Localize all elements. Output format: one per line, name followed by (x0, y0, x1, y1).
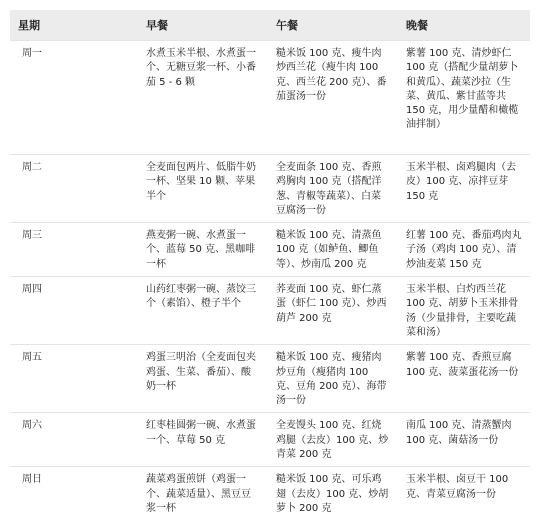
day-cell: 周一 (22, 48, 42, 59)
breakfast-cell: 山药红枣粥一碗、蒸饺三个（素馅）、橙子半个 (146, 284, 256, 310)
lunch-cell: 糙米饭 100 克、清蒸鱼 100 克（如鲈鱼、鲫鱼等）、炒南瓜 200 克 (276, 230, 382, 270)
header-day: 星期 (18, 19, 40, 32)
day-cell: 周四 (22, 284, 42, 296)
lunch-cell: 糙米饭 100 克、可乐鸡翅（去皮）100 克、炒胡萝卜 200 克 (276, 474, 389, 514)
day-cell: 周日 (22, 474, 42, 486)
day-cell: 周二 (22, 162, 42, 173)
dinner-cell: 玉米半根、白灼西兰花 100 克、胡萝卜玉米排骨汤（少量排骨，主要吃蔬菜和汤） (406, 284, 519, 338)
table-row (10, 41, 530, 155)
breakfast-cell: 蔬菜鸡蛋煎饼（鸡蛋一个、蔬菜适量）、黑豆豆浆一杯 (146, 474, 251, 514)
lunch-cell: 糙米饭 100 克、瘦牛肉炒西兰花（瘦牛肉 100 克、西兰花 200 克）、番茄蛋汤一份 (276, 48, 387, 102)
breakfast-cell: 燕麦粥一碗、水煮蛋一个、蓝莓 50 克、黑咖啡一杯 (146, 230, 256, 270)
table-row (10, 277, 530, 345)
header-dinner: 晚餐 (406, 19, 428, 32)
breakfast-cell: 鸡蛋三明治（全麦面包夹鸡蛋、生菜、番茄）、酸奶一杯 (146, 352, 256, 392)
meal-plan-table (10, 10, 530, 520)
table-row (10, 223, 530, 277)
breakfast-cell: 红枣桂圆粥一碗、水煮蛋一个、草莓 50 克 (146, 420, 256, 446)
day-cell: 周五 (22, 352, 42, 364)
table-row (10, 413, 530, 467)
breakfast-cell: 水煮玉米半根、水煮蛋一个、无糖豆浆一杯、小番茄 5 - 6 颗 (146, 48, 256, 88)
day-cell: 周六 (22, 420, 42, 432)
table-row (10, 155, 530, 223)
table-row (10, 467, 530, 520)
dinner-cell: 玉米半根、卤豆干 100 克、青菜豆腐汤一份 (406, 474, 509, 500)
lunch-cell: 全麦馒头 100 克、红烧鸡腿（去皮）100 克、炒青菜 200 克 (276, 420, 389, 461)
breakfast-cell: 全麦面包两片、低脂牛奶一杯、坚果 10 颗、苹果半个 (146, 162, 256, 202)
meal-plan-table-container (10, 10, 530, 514)
lunch-cell: 荞麦面 100 克、虾仁蒸蛋（虾仁 100 克）、炒西葫芦 200 克 (276, 284, 387, 324)
lunch-cell: 全麦面条 100 克、香煎鸡胸肉 100 克（搭配洋葱、青椒等蔬菜）、白菜豆腐汤一份 (276, 162, 382, 216)
dinner-cell: 南瓜 100 克、清蒸蟹肉 100 克、菌菇汤一份 (406, 420, 512, 446)
header-breakfast: 早餐 (146, 19, 168, 32)
dinner-cell: 紫薯 100 克、清炒虾仁 100 克（搭配少量胡萝卜和黄瓜）、蔬菜沙拉（生菜、黄瓜、紫甘蓝等共 150 克，用少量醋和橄榄油拌制） (406, 48, 519, 131)
day-cell: 周三 (22, 230, 42, 242)
dinner-cell: 红薯 100 克、番茄鸡肉丸子汤（鸡肉 100 克）、清炒油麦菜 150 克 (406, 230, 522, 270)
dinner-cell: 紫薯 100 克、香煎豆腐 100 克、菠菜蛋花汤一份 (406, 352, 519, 378)
table-header-row (10, 10, 530, 41)
header-lunch: 午餐 (276, 19, 298, 32)
lunch-cell: 糙米饭 100 克、瘦猪肉炒豆角（瘦猪肉 100 克、豆角 200 克）、海带汤一份 (276, 352, 387, 407)
dinner-cell: 玉米半根、卤鸡腿肉（去皮）100 克、凉拌豆芽 150 克 (406, 162, 516, 202)
table-row (10, 345, 530, 413)
